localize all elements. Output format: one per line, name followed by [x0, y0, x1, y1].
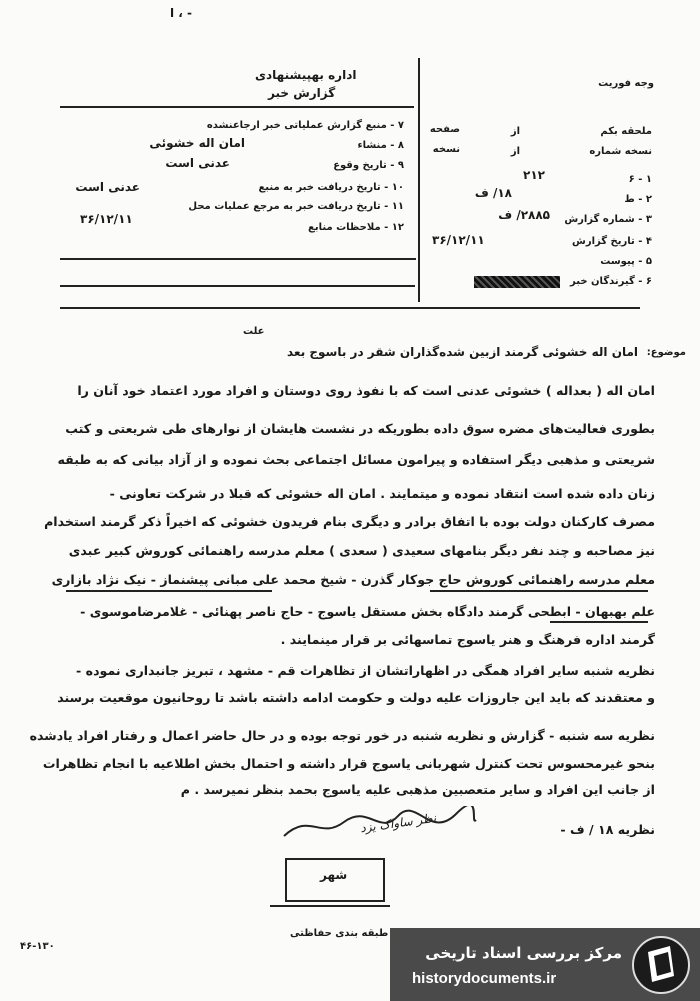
body-line-15: نظریه ۱۸ / ف - [560, 822, 655, 837]
header-center-line1: اداره بهپیشنهادی [255, 68, 357, 82]
right-field-2-value: از [510, 146, 520, 157]
body-line-7: معلم مدرسه راهنمائی کوروش حاج جوکار گذرن - شیخ محمد علی مبانی پیشنماز - نیک نژاد بازاری [51, 572, 655, 587]
redaction-mark [474, 276, 560, 288]
header-center-line2: گزارش خبر [268, 86, 336, 100]
archive-logo-icon [632, 936, 690, 994]
right-field-2-value2: نسخه [432, 144, 460, 155]
left-field-2-label: ۸ - منشاء [357, 140, 404, 151]
subject-note: علت [243, 326, 265, 337]
right-field-6-label: ۴ - تاریخ گزارش [572, 236, 652, 247]
underline-3 [550, 621, 648, 623]
right-field-1-value: از [510, 126, 520, 137]
right-field-1-label: ملحقه بکم [600, 126, 652, 137]
form-bottom-rule [60, 258, 416, 260]
top-marks: - ، ا [170, 6, 193, 20]
right-field-6-value: ۳۶/۱۲/۱۱ [432, 233, 485, 247]
form-bottom-rule-3 [60, 307, 640, 309]
watermark-url: historydocuments.ir [412, 970, 557, 987]
form-divider-vertical [418, 58, 420, 302]
body-line-14: از جانب این افراد و سایر متعصبین مذهبی علیه یاسوج بحمد بنظر نمیرسد . م [180, 782, 655, 797]
bottom-left-code: ۴۶-۱۳۰ [20, 941, 55, 952]
signature-text: نظر ساواک یزد [359, 810, 437, 836]
stamp-baseline [270, 905, 390, 907]
body-line-10: نظریه شنبه سایر افراد همگی در اظهاراتشان از تظاهرات قم - مشهد ، تبریز جانبداری نموده - [76, 663, 655, 678]
body-line-2: بطوری فعالیت‌های مضره سوق داده بطوریکه در نشست هایشان از نوارهای طی شریعتی و کتب [65, 421, 655, 436]
form-top-rule [60, 106, 414, 108]
right-field-5-label: ۳ - شماره گزارش [564, 214, 652, 225]
body-line-13: بنحو غیرمحسوس تحت کنترل شهربانی یاسوج قرار داشته و احتمال بخش اطلاعیه با انجام تظاهرات [42, 756, 655, 771]
body-line-1: امان اله ( بعداله ) خشوئی عدنی است که با نفوذ روی دوستان و افراد مورد اعتماد خود آنان را [77, 383, 655, 398]
left-field-6-label: ۱۲ - ملاحظات منابع [308, 222, 404, 233]
form-bottom-rule-2 [60, 285, 415, 287]
bottom-caption: طبقه بندی حفاظتی [290, 928, 389, 939]
left-field-5-value: ۳۶/۱۲/۱۱ [80, 212, 133, 226]
watermark-fa: مرکز بررسی اسناد تاریخی [425, 944, 622, 962]
right-field-3-label: ۱ - ۶ [628, 174, 652, 185]
underline-1 [66, 590, 272, 592]
body-line-6: نیز مصاحبه و چند نفر دیگر بنامهای سعیدی ( سعدی ) معلم مدرسه راهنمائی کوروش کبیر عبدی [68, 543, 655, 558]
right-field-1-value2: صفحه [429, 124, 460, 135]
stamp-text: شهر [320, 868, 348, 882]
left-field-4-value: عدنی است [75, 180, 140, 194]
body-line-3: شریعتی و مذهبی دیگر استفاده و پیرامون مسائل اجتماعی بحث نموده و از آزاد بیانی که به طبقه [57, 452, 655, 467]
body-line-8: علم بهبهان - ابطحی گرمند دادگاه بخش مستقل یاسوج - حاج ناصر پهنائی - غلامرضاموسوی - [80, 604, 655, 619]
right-field-8-label: ۶ - گیرندگان خبر [570, 276, 652, 287]
body-line-11: و معتقدند که باید این جاروزات علیه دولت و حکومت ادامه داشته باشد تا روحانیون موقعیت برسند [57, 690, 655, 705]
header-right-priority: وجه فوریت [598, 78, 654, 89]
signature-scribble [280, 806, 480, 846]
left-field-1-label: ۷ - منبع گزارش عملیاتی خبر ارجاعنشده [206, 120, 404, 131]
right-field-2-label: نسخه شماره [589, 146, 652, 157]
left-field-5-label: ۱۱ - تاریخ دریافت خبر به مرجع عملیات محل [188, 201, 404, 212]
right-field-4-value: ۱۸/ ف [474, 186, 512, 200]
subject-label: موضوع: [646, 347, 686, 358]
body-line-9: گرمند اداره فرهنگ و هنر یاسوج تماسهائی بر قرار مینمایند . [280, 632, 655, 647]
left-field-4-label: ۱۰ - تاریخ دریافت خبر به منبع [258, 182, 404, 193]
body-line-4: زنان داده شده است انتقاد نموده و میتمایند . امان اله خشوئی که قبلا در شرکت تعاونی - [109, 486, 655, 501]
body-line-5: مصرف کارکنان دولت بوده با اتفاق برادر و دیگری بنام فریدون خشوئی که اخیراً ذکر گرمند استخدام [44, 514, 655, 529]
left-field-2-value: امان اله خشوئی [149, 136, 245, 150]
right-field-7-label: ۵ - پیوست [600, 256, 652, 267]
underline-2 [430, 590, 648, 592]
right-field-3-value: ۲۱۲ [523, 168, 545, 182]
body-line-12: نظریه سه شنبه - گزارش و نظریه شنبه در خور توجه بوده و در حال حاضر اعمال و رفتار افراد یادشده [29, 728, 655, 743]
subject-text: امان اله خشوئی گرمند ازبین شده‌گذاران شقر در باسوج بعد [286, 345, 638, 359]
right-field-5-value: ۲۸۸۵/ ف [498, 208, 550, 222]
left-field-3-label: ۹ - تاریخ وقوع [333, 160, 404, 171]
right-field-4-label: ۲ - ط [624, 194, 652, 205]
left-field-3-value: عدنی است [165, 156, 230, 170]
